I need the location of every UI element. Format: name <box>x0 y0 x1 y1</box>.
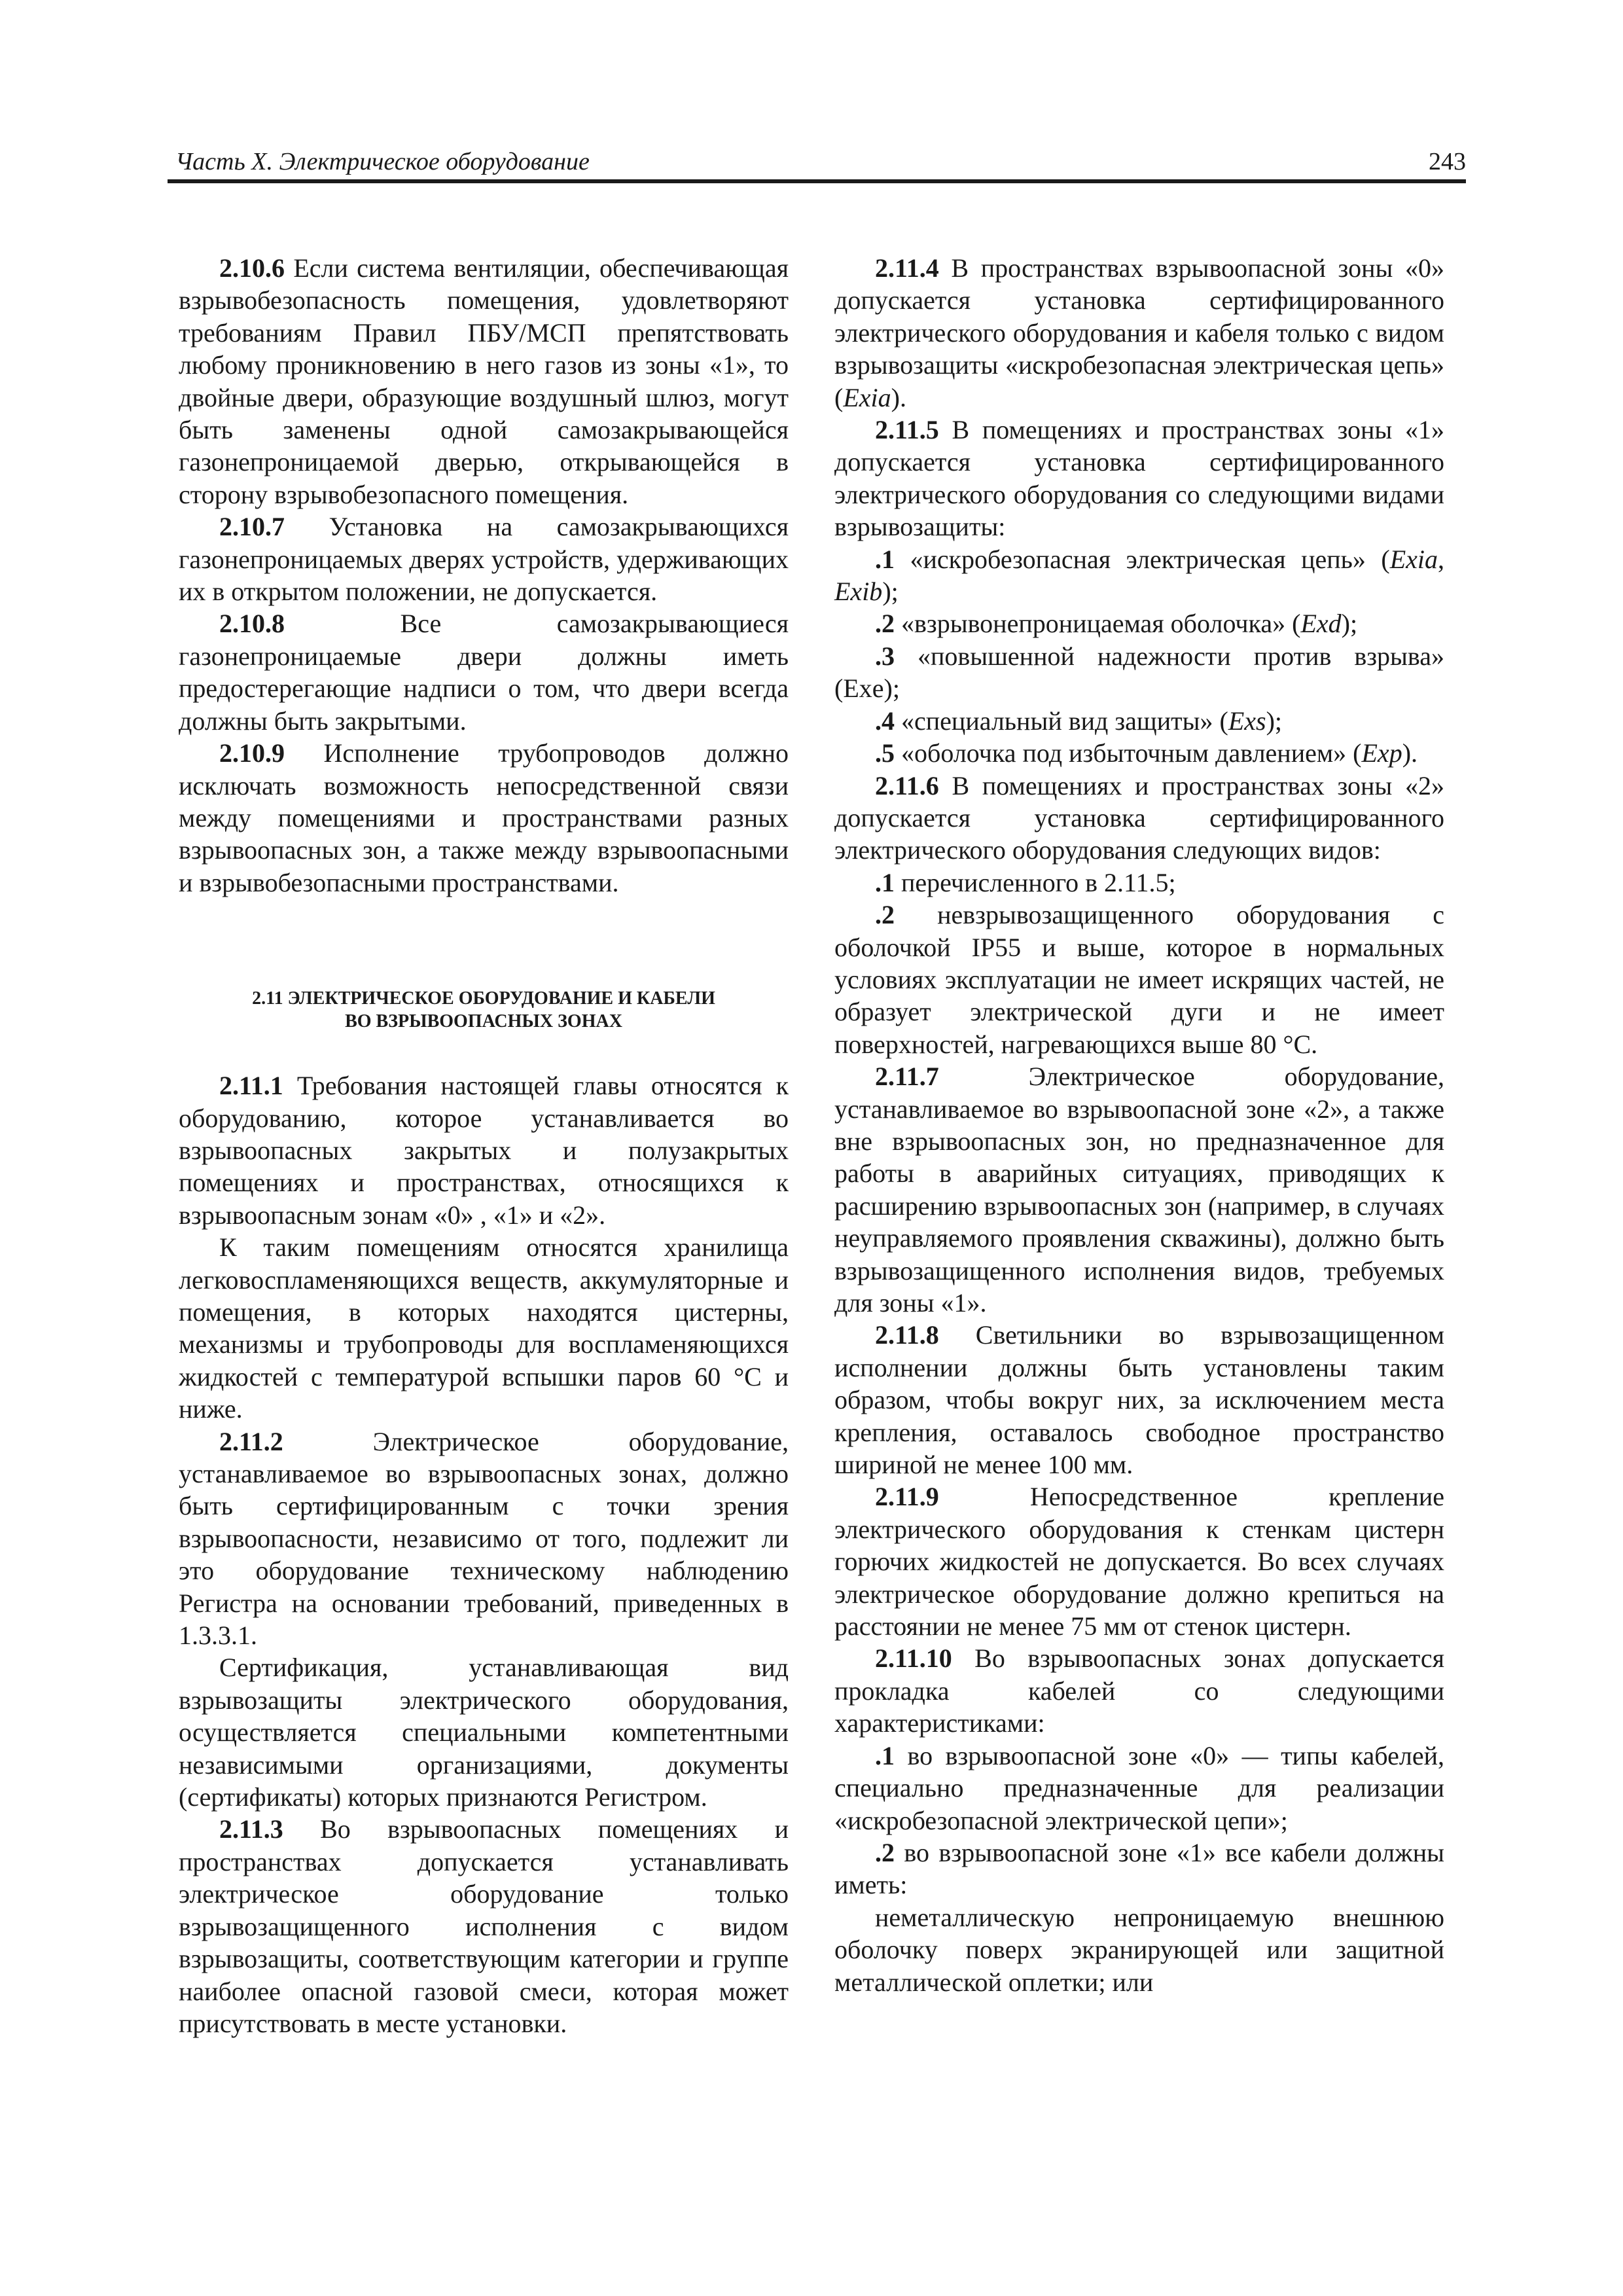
paragraph-2-11-9 <box>834 1480 1444 1642</box>
clause-number: 2.11.9 <box>875 1482 939 1512</box>
clause-number: 2.10.8 <box>219 609 285 639</box>
protection-code: Exia <box>843 382 891 412</box>
right-column <box>834 252 1444 1998</box>
clause-number: 2.11.6 <box>875 770 939 800</box>
list-item-2-11-5-1 <box>834 543 1444 608</box>
list-text-tail: ); <box>1266 706 1283 736</box>
list-text-tail: ); <box>1341 609 1358 639</box>
page-header <box>168 139 1466 183</box>
paragraph-2-11-3 <box>179 1813 789 2039</box>
clause-number: 2.11.1 <box>219 1071 283 1101</box>
paragraph-2-11-8 <box>834 1319 1444 1480</box>
clause-number: 2.11.5 <box>875 415 939 445</box>
running-title: Часть X. Электрическое оборудование <box>175 148 590 175</box>
paragraph-2-11-2-cont <box>179 1651 789 1813</box>
clause-number: 2.11.4 <box>875 253 939 283</box>
list-text: «искробезопасная электрическая цепь» ( <box>895 544 1390 574</box>
list-text: «специальный вид защиты» ( <box>895 706 1228 736</box>
list-text: невзрывозащищенного оборудования с оболочкой IP55 и выше, которое в нормальных условиях эксплуатации не имеет искрящих частей, не образует электрической дуги и не имеет поверхностей, нагревающихся выше 80 °С. <box>834 900 1444 1059</box>
clause-number: 2.11.7 <box>875 1062 939 1092</box>
clause-text: Если система вентиляции, обеспечивающая взрывобезопасность помещения, удовлетворяют требованиям Правил ПБУ/МСП препятствовать любому проникновению в него газов из зоны «1», то двойные двери, образующие воздушный шлюз, могут быть заменены одной самозакрывающейся газонепроницаемой дверью, открывающейся в сторону взрывобезопасного помещения. <box>179 253 789 509</box>
list-text: «оболочка под избыточным давлением» ( <box>895 738 1362 768</box>
clause-number: 2.11.2 <box>219 1426 283 1456</box>
paragraph-2-11-1-cont <box>179 1231 789 1425</box>
list-item-2-11-6-1 <box>834 867 1444 899</box>
list-text: «повышенной надежности против взрыва» (Exe); <box>834 641 1444 704</box>
clause-number: 2.10.6 <box>219 253 285 283</box>
protection-code: Exs <box>1228 706 1266 736</box>
list-item-2-11-5-5 <box>834 737 1444 769</box>
section-heading-line: ВО ВЗРЫВООПАСНЫХ ЗОНАХ <box>345 1011 622 1032</box>
section-heading-2-11 <box>179 899 789 1069</box>
paragraph-2-11-4 <box>834 252 1444 414</box>
list-number: .2 <box>875 609 895 639</box>
clause-text: Все самозакрывающиеся газонепроницаемые двери должны иметь предостерегающие надписи о том, что двери всегда должны быть закрытыми. <box>179 609 789 736</box>
list-text: во взрывоопасной зоне «1» все кабели должны иметь: <box>834 1837 1444 1900</box>
paragraph-2-11-2 <box>179 1426 789 1652</box>
list-text: во взрывоопасной зоне «0» — типы кабелей, специально предназначенные для реализации «искробезопасной электрической цепи»; <box>834 1740 1444 1835</box>
list-number: .4 <box>875 706 895 736</box>
list-item-2-11-10-1 <box>834 1740 1444 1837</box>
clause-text: Светильники во взрывозащищенном исполнении должны быть установлены таким образом, чтобы вокруг них, за исключением места крепления, оставалось свободное пространство шириной не менее 100 мм. <box>834 1320 1444 1480</box>
protection-code: Exia <box>1389 544 1438 574</box>
clause-text: В помещениях и пространствах зоны «1» допускается установка сертифицированного электрического оборудования со следующими видами взрывозащиты: <box>834 415 1444 542</box>
paragraph-2-11-7 <box>834 1060 1444 1319</box>
clause-text-tail: ). <box>891 382 906 412</box>
list-number: .5 <box>875 738 895 768</box>
clause-text: К таким помещениям относятся хранилища легковоспламеняющихся веществ, аккумуляторные и помещения, в которых находятся цистерны, механизмы и трубопроводы для воспламеняющихся жидкостей с температурой вспышки паров 60 °С и ниже. <box>179 1232 789 1424</box>
clause-text: Сертификация, устанавливающая вид взрывозащиты электрического оборудования, осуществляется специальными компетентными независимыми организациями, документы (сертификаты) которых признаются Регистром. <box>179 1653 789 1812</box>
list-text-mid: , <box>1438 544 1444 574</box>
list-text-tail: ); <box>882 577 899 607</box>
clause-text: Во взрывоопасных помещениях и пространствах допускается устанавливать электрическое оборудование только взрывозащищенного исполнения с видом взрывозащиты, соответствующим категории и группе наиболее опасной газовой смеси, которая может присутствовать в месте установки. <box>179 1814 789 2038</box>
list-item-2-11-5-2 <box>834 607 1444 639</box>
left-column <box>179 252 789 2039</box>
section-heading-line: 2.11 ЭЛЕКТРИЧЕСКОЕ ОБОРУДОВАНИЕ И КАБЕЛИ <box>252 988 715 1009</box>
paragraph-2-10-6 <box>179 252 789 511</box>
clause-text: Требования настоящей главы относятся к оборудованию, которое устанавливается во взрывоопасных закрытых и полузакрытых помещениях и пространствах, относящихся к взрывоопасным зонам «0» , «1» и «2». <box>179 1071 789 1230</box>
protection-code: Exd <box>1300 609 1342 639</box>
clause-text: Исполнение трубопроводов должно исключать возможность непосредственной связи между помещениями и пространствами разных взрывоопасных зон, а также между взрывоопасными и взрывобезопасными пространствами. <box>179 738 789 897</box>
clause-number: 2.10.7 <box>219 512 285 542</box>
page-number: 243 <box>1429 148 1466 175</box>
list-text: «взрывонепроницаемая оболочка» ( <box>895 609 1301 639</box>
list-number: .2 <box>875 900 895 930</box>
paragraph-2-10-8 <box>179 607 789 737</box>
clause-text: В пространствах взрывоопасной зоны «0» допускается установка сертифицированного электрического оборудования и кабеля только с видом взрывозащиты «искробезопасная электрическая цепь» ( <box>834 253 1444 412</box>
list-number: .1 <box>875 867 895 897</box>
paragraph-2-11-6 <box>834 770 1444 867</box>
list-item-2-11-5-3 <box>834 640 1444 705</box>
clause-number: 2.11.3 <box>219 1814 283 1844</box>
list-item-2-11-5-4 <box>834 705 1444 737</box>
list-number: .2 <box>875 1837 895 1867</box>
clause-text: Установка на самозакрывающихся газонепроницаемых дверях устройств, удерживающих их в открытом положении, не допускается. <box>179 512 789 607</box>
paragraph-2-11-10 <box>834 1642 1444 1739</box>
clause-text: Электрическое оборудование, устанавливаемое во взрывоопасной зоне «2», а также вне взрывоопасных зон, но предназначенное для работы в аварийных ситуациях, приводящих к расширению взрывоопасных зон (например, в случаях неуправляемого проявления скважины), должно быть взрывозащищенного исполнения видов, требуемых для зоны «1». <box>834 1062 1444 1318</box>
list-number: .3 <box>875 641 895 671</box>
list-text: перечисленного в 2.11.5; <box>895 867 1176 897</box>
protection-code: Exib <box>834 577 883 607</box>
clause-text: Во взрывоопасных зонах допускается прокладка кабелей со следующими характеристиками: <box>834 1643 1444 1738</box>
paragraph-2-11-5 <box>834 414 1444 543</box>
protection-code: Exp <box>1361 738 1402 768</box>
clause-text: В помещениях и пространствах зоны «2» допускается установка сертифицированного электрического оборудования следующих видов: <box>834 770 1444 865</box>
list-item-2-11-10-2 <box>834 1837 1444 1901</box>
list-number: .1 <box>875 544 895 574</box>
paragraph-2-11-1 <box>179 1069 789 1231</box>
paragraph-2-10-9 <box>179 737 789 899</box>
paragraph-2-11-10-cont <box>834 1901 1444 1998</box>
paragraph-2-10-7 <box>179 511 789 607</box>
clause-number: 2.10.9 <box>219 738 285 768</box>
list-text-tail: ). <box>1402 738 1418 768</box>
clause-number: 2.11.8 <box>875 1320 939 1350</box>
list-number: .1 <box>875 1740 895 1770</box>
clause-text: неметаллическую непроницаемую внешнюю оболочку поверх экранирующей или защитной металлической оплетки; или <box>834 1902 1444 1997</box>
clause-number: 2.11.10 <box>875 1643 952 1674</box>
clause-text: Непосредственное крепление электрического оборудования к стенкам цистерн горючих жидкостей не допускается. Во всех случаях электрическое оборудование должно крепиться на расстоянии не менее 75 мм от стенок цистерн. <box>834 1482 1444 1641</box>
list-item-2-11-6-2 <box>834 899 1444 1060</box>
clause-text: Электрическое оборудование, устанавливаемое во взрывоопасных зонах, должно быть сертифицированным с точки зрения взрывоопасности, независимо от того, подлежит ли это оборудование техническому наблюдению Регистра на основании требований, приведенных в 1.3.3.1. <box>179 1426 789 1651</box>
